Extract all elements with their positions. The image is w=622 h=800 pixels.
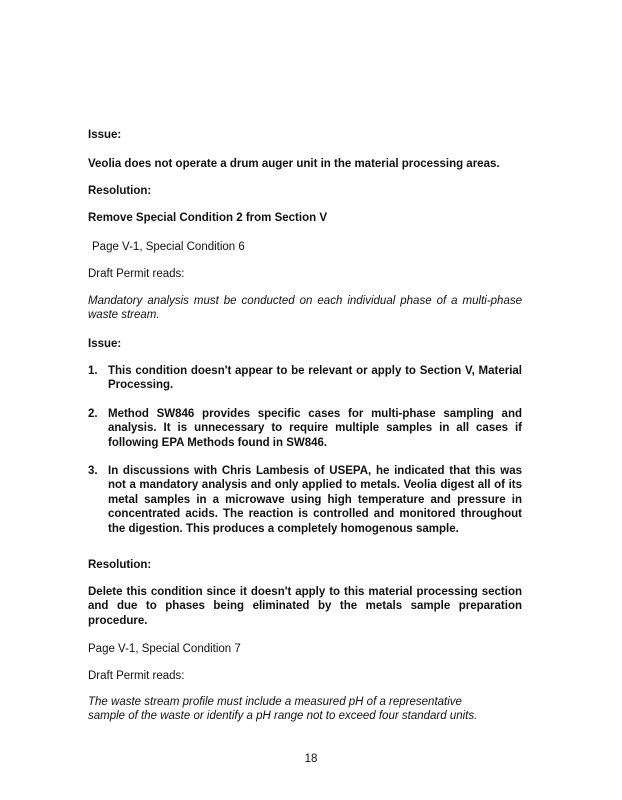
issue-heading: Issue: (88, 338, 122, 350)
resolution-heading: Resolution: (88, 559, 152, 571)
list-item-text: Method SW846 provides specific cases for multi-phase sampling and analysis. It is unnecessary to require multiple samples in all cases if following EPA Methods found in SW846. (108, 407, 522, 449)
draft-permit-quote-line: The waste stream profile must include a measured pH of a representative (88, 696, 462, 708)
resolution-text: Remove Special Condition 2 from Section V (88, 212, 327, 224)
issue-text: Veolia does not operate a drum auger unit in the material processing areas. (88, 158, 500, 170)
list-item (88, 364, 522, 393)
list-item (88, 464, 522, 536)
list-item-number: 2. (88, 407, 98, 420)
draft-permit-quote-line: sample of the waste or identify a pH range not to exceed four standard units. (88, 710, 478, 723)
issue-heading: Issue: (88, 129, 122, 141)
draft-permit-reads-label: Draft Permit reads: (88, 670, 185, 682)
page-reference: Page V-1, Special Condition 6 (92, 241, 245, 253)
list-item (88, 407, 522, 450)
resolution-text: Delete this condition since it doesn't apply to this material processing section and due to phases being eliminated by the metals sample preparation procedure. (88, 586, 522, 627)
list-item-number: 3. (88, 465, 98, 478)
list-item-text: This condition doesn't appear to be relevant or apply to Section V, Material Processing. (108, 365, 522, 392)
draft-permit-quote (88, 695, 528, 724)
draft-permit-reads-label: Draft Permit reads: (88, 268, 185, 280)
issues-list (88, 364, 522, 550)
list-item-text: In discussions with Chris Lambesis of USEPA, he indicated that this was not a mandatory analysis and only applied to metals. Veolia digest all of its metal samples in a microwave using high temperature and pressure in concentrated acids. The reaction is controlled and monitored throughout the digestion. This produces a completely homogenous sample. (108, 465, 522, 535)
list-item-number: 1. (88, 365, 98, 377)
resolution-heading: Resolution: (88, 185, 152, 197)
page-reference: Page V-1, Special Condition 7 (88, 643, 241, 655)
draft-permit-quote: Mandatory analysis must be conducted on each individual phase of a multi-phase waste stream. (88, 295, 522, 322)
page-number: 18 (304, 753, 318, 765)
